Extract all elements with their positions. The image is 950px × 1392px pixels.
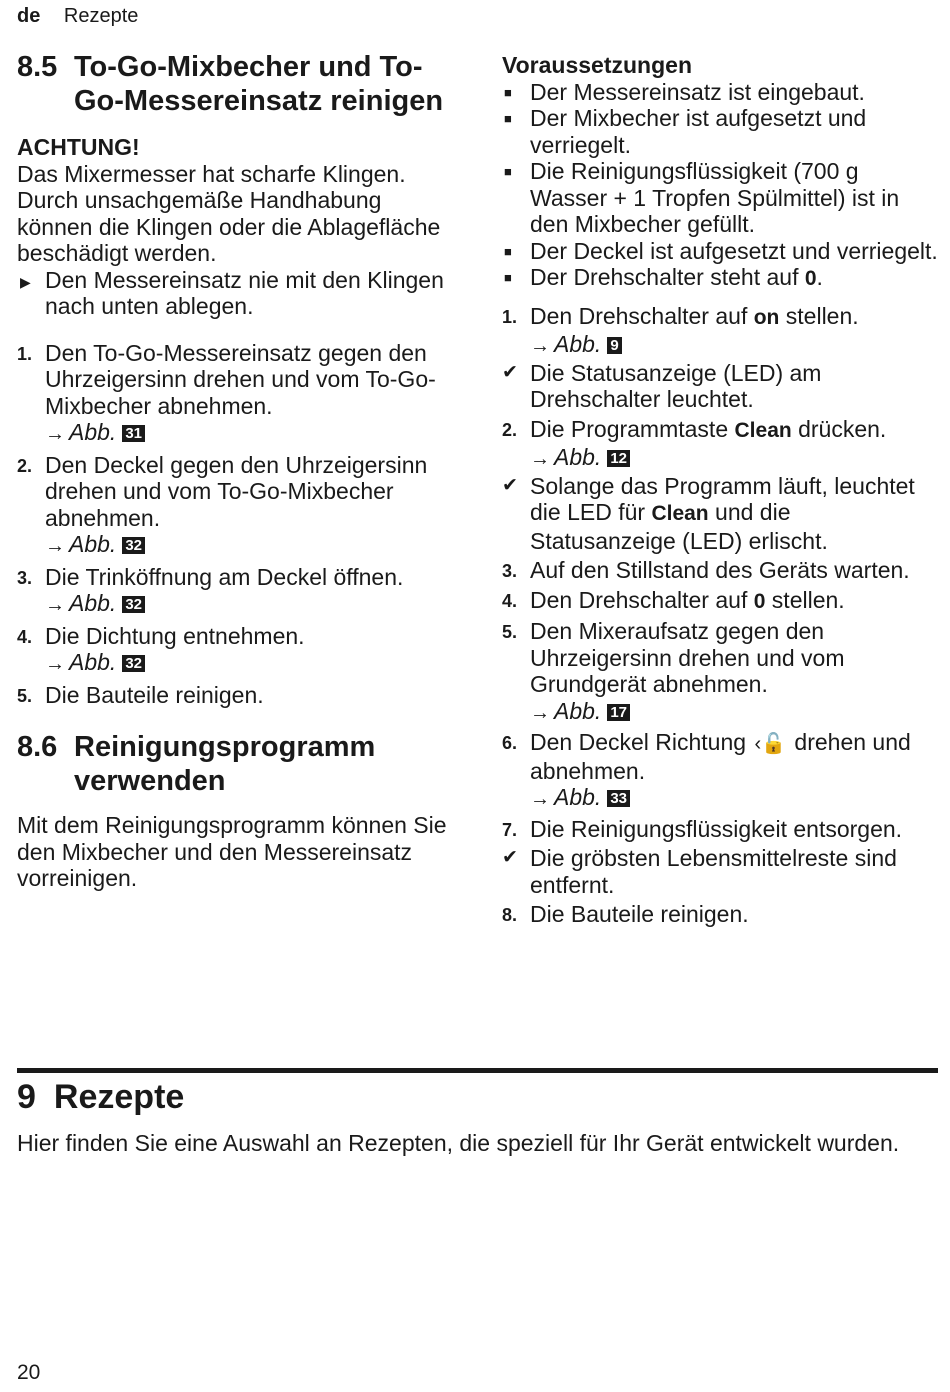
arrow-right-icon: → bbox=[45, 594, 65, 616]
arrow-right-icon: → bbox=[45, 535, 65, 557]
section-title: Reinigungsprogramm verwenden bbox=[74, 731, 376, 797]
step-text: Die Dichtung entnehmen. bbox=[45, 622, 305, 649]
list-item bbox=[17, 564, 462, 619]
section-number: 8.5 bbox=[17, 51, 58, 83]
warning-action-text: Den Messereinsatz nie mit den Klingen nach unten ablegen. bbox=[45, 266, 444, 319]
step-number: 1. bbox=[502, 306, 518, 327]
section-number: 8.6 bbox=[17, 731, 58, 763]
step-text: Die Bauteile reinigen. bbox=[45, 681, 264, 708]
list-item: ■ Der Deckel ist aufgesetzt und verriegelt. bbox=[504, 237, 938, 264]
step-number: 1. bbox=[17, 343, 33, 364]
figure-reference: → Abb. 17 bbox=[530, 698, 942, 727]
figure-badge: 32 bbox=[122, 596, 145, 613]
language-code: de bbox=[17, 5, 41, 27]
step-number: 3. bbox=[502, 561, 518, 581]
step-text: Den Deckel gegen den Uhrzeigersinn drehen und vom To-Go-Mixbecher abnehmen. bbox=[45, 451, 428, 531]
step-number: 5. bbox=[17, 685, 33, 706]
step-number: 6. bbox=[502, 733, 518, 753]
square-bullet-icon: ■ bbox=[504, 270, 512, 285]
triangle-bullet-icon: ▶ bbox=[20, 273, 31, 290]
step-number: 2. bbox=[502, 419, 518, 440]
step-number: 5. bbox=[502, 622, 518, 642]
section-intro: Mit dem Reinigungsprogramm können Sie den Mixbecher und den Messereinsatz vorreinigen. bbox=[17, 812, 447, 891]
figure-reference: → Abb. 32 bbox=[45, 531, 462, 560]
page-number: 20 bbox=[17, 1361, 41, 1384]
right-column bbox=[502, 52, 942, 928]
figure-badge: 32 bbox=[122, 655, 145, 672]
figure-badge: 17 bbox=[607, 704, 630, 721]
figure-badge: 12 bbox=[607, 450, 630, 467]
result-item: ✔ Die gröbsten Lebensmittelreste sind entfernt. bbox=[502, 845, 897, 898]
arrow-right-icon: → bbox=[530, 448, 550, 470]
arrow-right-icon: → bbox=[530, 335, 550, 357]
list-item: 2. Die Programmtaste Clean drücken. → Abb. 12 bbox=[502, 416, 942, 473]
step-text: Die Trinköffnung am Deckel öffnen. bbox=[45, 563, 404, 590]
section-8-6-heading bbox=[17, 730, 462, 798]
figure-badge: 32 bbox=[122, 537, 145, 554]
chapter-number: 9 bbox=[17, 1078, 36, 1116]
step-number: 4. bbox=[502, 590, 518, 611]
result-item: ✔ Die Statusanzeige (LED) am Drehschalter leuchtet. bbox=[502, 359, 822, 412]
list-item bbox=[17, 340, 462, 448]
square-bullet-icon: ■ bbox=[504, 84, 512, 100]
result-item: ✔ Solange das Programm läuft, leuchtet die LED für Clean und die Statusanzeige (LED) erlischt. bbox=[502, 472, 915, 554]
list-item: 5. Den Mixeraufsatz gegen den Uhrzeigersinn drehen und vom Grundgerät abnehmen. → Abb. 17 bbox=[502, 618, 942, 726]
list-item: 8. Die Bauteile reinigen. bbox=[502, 901, 749, 927]
list-item: 4. Den Drehschalter auf 0 stellen. bbox=[502, 586, 845, 613]
checkmark-icon: ✔ bbox=[502, 361, 518, 383]
figure-badge: 33 bbox=[607, 790, 630, 807]
program-steps-list bbox=[502, 303, 942, 928]
prerequisites-list bbox=[502, 79, 942, 293]
left-column bbox=[17, 50, 462, 892]
chapter-divider bbox=[17, 1068, 938, 1073]
chapter-heading bbox=[17, 1077, 184, 1117]
figure-reference: → Abb. 32 bbox=[45, 590, 462, 619]
square-bullet-icon: ■ bbox=[504, 164, 512, 179]
arrow-right-icon: → bbox=[530, 788, 550, 810]
step-number: 2. bbox=[17, 455, 33, 476]
list-item: ■ Der Drehschalter steht auf 0. bbox=[504, 264, 823, 290]
figure-reference: → Abb. 12 bbox=[530, 444, 942, 473]
checkmark-icon: ✔ bbox=[502, 474, 518, 496]
arrow-right-icon: → bbox=[530, 701, 550, 724]
header-section-title: Rezepte bbox=[63, 5, 139, 27]
cleaning-steps-list bbox=[17, 340, 462, 709]
step-number: 8. bbox=[502, 905, 518, 925]
unlock-direction-icon: ‹🔓 bbox=[754, 733, 787, 755]
list-item bbox=[17, 682, 462, 709]
figure-badge: 9 bbox=[607, 337, 621, 354]
list-item bbox=[17, 623, 462, 678]
square-bullet-icon: ■ bbox=[504, 111, 512, 126]
list-item: ■ Der Messereinsatz ist eingebaut. bbox=[504, 78, 865, 105]
square-bullet-icon: ■ bbox=[504, 243, 512, 259]
list-item: ■ Die Reinigungsflüssigkeit (700 g Wasser + 1 Tropfen Spülmittel) ist in den Mixbecher gefüllt. bbox=[504, 158, 900, 237]
step-text: Den To-Go-Messereinsatz gegen den Uhrzeigersinn drehen und vom To-Go-Mixbecher abnehmen. bbox=[45, 339, 436, 419]
list-item: 7. Die Reinigungsflüssigkeit entsorgen. bbox=[502, 815, 903, 842]
checkmark-icon: ✔ bbox=[502, 847, 518, 868]
step-number: 7. bbox=[502, 819, 518, 840]
warning-text: Das Mixermesser hat scharfe Klingen. Durch unsachgemäße Handhabung können die Klingen oder die Ablagefläche beschädigt werden. bbox=[17, 160, 441, 266]
figure-reference: → Abb. 31 bbox=[45, 419, 462, 448]
arrow-right-icon: → bbox=[45, 653, 65, 675]
section-8-5-heading bbox=[17, 50, 462, 118]
page-header bbox=[17, 5, 138, 28]
list-item: 1. Den Drehschalter auf on stellen. → Abb. 9 bbox=[502, 303, 942, 360]
figure-reference: → Abb. 33 bbox=[530, 784, 942, 813]
chapter-title: Rezepte bbox=[53, 1078, 185, 1116]
section-title: To-Go-Mixbecher und To-Go-Messereinsatz reinigen bbox=[74, 51, 444, 117]
chapter-intro: Hier finden Sie eine Auswahl an Rezepten, die speziell für Ihr Gerät entwickelt wurden. bbox=[17, 1130, 900, 1156]
warning-action bbox=[17, 267, 462, 320]
step-number: 4. bbox=[17, 626, 33, 647]
prerequisites-title: Voraussetzungen bbox=[502, 52, 692, 78]
list-item: ■ Der Mixbecher ist aufgesetzt und verriegelt. bbox=[504, 105, 867, 158]
arrow-right-icon: → bbox=[45, 423, 65, 445]
list-item bbox=[17, 452, 462, 560]
figure-badge: 31 bbox=[122, 425, 145, 442]
list-item: 3. Auf den Stillstand des Geräts warten. bbox=[502, 557, 910, 583]
warning-title: ACHTUNG! bbox=[17, 134, 140, 160]
figure-reference: → Abb. 32 bbox=[45, 649, 462, 678]
list-item: 6. Den Deckel Richtung ‹🔓 drehen und abnehmen. → Abb. 33 bbox=[502, 729, 942, 813]
figure-reference: → Abb. 9 bbox=[530, 331, 942, 360]
step-number: 3. bbox=[17, 567, 33, 588]
